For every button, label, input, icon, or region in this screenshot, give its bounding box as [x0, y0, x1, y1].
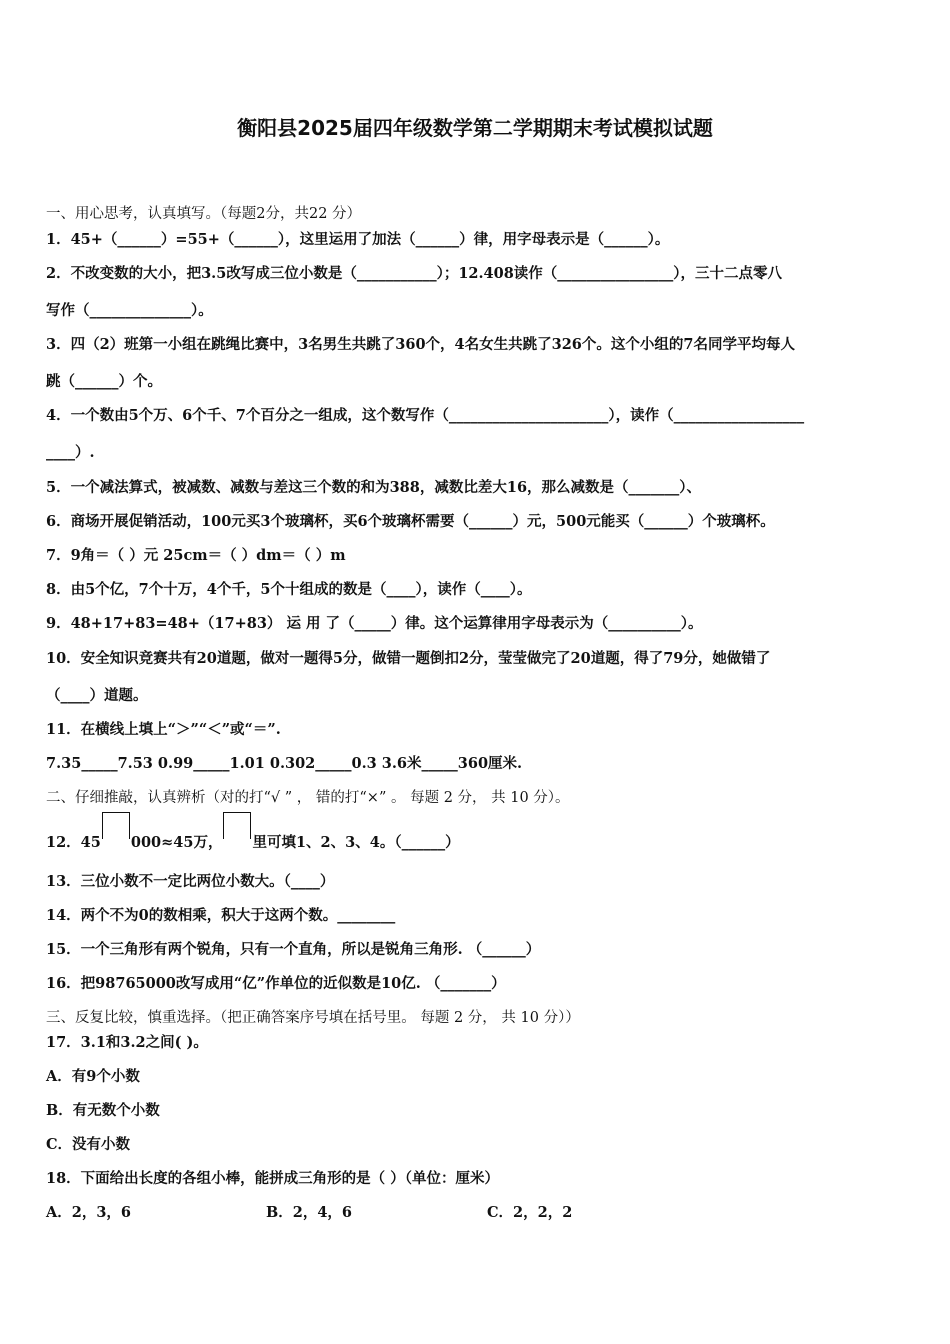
section-1-heading: 一、用心思考，认真填写。（每题2分，共22 分）: [46, 206, 362, 222]
question-17: 17．3.1和3.2之间( )。: [46, 1034, 208, 1051]
blank-box: [102, 812, 130, 839]
question-13: 13．三位小数不一定比两位小数大。（____）: [46, 873, 335, 890]
question-14: 14．两个不为0的数相乘，积大于这两个数。________: [46, 907, 396, 924]
section-3-heading: 三、反复比较，慎重选择。（把正确答案序号填在括号里。 每题 2 分， 共 10 分））: [46, 1010, 580, 1026]
question-8: 8．由5个亿，7个十万，4个千，5个十组成的数是（____），读作（____）。: [46, 581, 532, 598]
question-18-option-c: C．2，2，2: [487, 1204, 573, 1221]
question-12-prefix: 12．45: [46, 834, 101, 851]
question-2-line-1: 2．不改变数的大小，把3.5改写成三位小数是（___________）；12.408读作（________________），三十二点零八: [46, 265, 783, 282]
question-17-option-b: B．有无数个小数: [46, 1102, 160, 1119]
question-6: 6．商场开展促销活动，100元买3个玻璃杯，买6个玻璃杯需要（______）元，500元能买（______）个玻璃杯。: [46, 513, 775, 530]
question-12: [46, 822, 460, 852]
question-4-line-2: ____）.: [46, 444, 95, 461]
question-5: 5．一个减法算式，被减数、减数与差这三个数的和为388，减数比差大16，那么减数是（_______）、: [46, 479, 702, 496]
question-17-option-a: A．有9个小数: [46, 1068, 140, 1085]
question-3-line-1: 3．四（2）班第一小组在跳绳比赛中，3名男生共跳了360个，4名女生共跳了326个。这个小组的7名同学平均每人: [46, 336, 795, 353]
question-17-option-c: C．没有小数: [46, 1136, 131, 1153]
question-1: 1．45+（______）=55+（______），这里运用了加法（______）律，用字母表示是（______）。: [46, 231, 670, 248]
question-16: 16．把98765000改写成用“亿”作单位的近似数是10亿. （_______）: [46, 975, 506, 992]
question-18-option-a: A．2，3，6: [46, 1204, 132, 1221]
section-2-heading: 二、仔细推敲，认真辨析（对的打“√ ” ， 错的打“×” 。 每题 2 分， 共 10 分）。: [46, 790, 570, 806]
question-18: 18．下面给出长度的各组小棒，能拼成三角形的是（ ）（单位：厘米）: [46, 1170, 499, 1187]
question-3-line-2: 跳（______）个。: [46, 373, 162, 390]
question-11-line-2: 7.35_____7.53 0.99_____1.01 0.302_____0.3 3.6米_____360厘米.: [46, 755, 523, 772]
question-2-line-2: 写作（______________）。: [46, 302, 213, 319]
question-12-middle: 000≈45万，: [130, 834, 223, 851]
question-9: 9．48+17+83=48+（17+83） 运 用 了（_____）律。这个运算律用字母表示为（__________）。: [46, 615, 703, 632]
page-title: 衡阳县2025届四年级数学第二学期期末考试模拟试题: [237, 116, 713, 140]
question-7: 7．9角＝（ ）元 25cm＝（ ）dm＝（ ）m: [46, 547, 346, 564]
question-10-line-1: 10．安全知识竞赛共有20道题，做对一题得5分，做错一题倒扣2分，莹莹做完了20道题，得了79分，她做错了: [46, 650, 771, 667]
question-15: 15．一个三角形有两个锐角，只有一个直角，所以是锐角三角形. （______）: [46, 941, 541, 958]
question-18-option-b: B．2，4，6: [266, 1204, 353, 1221]
question-4-line-1: 4．一个数由5个万、6个千、7个百分之一组成，这个数写作（______________________），读作（__________________: [46, 407, 805, 424]
question-10-line-2: （____）道题。: [46, 687, 148, 704]
blank-box: [223, 812, 251, 839]
question-11-line-1: 11．在横线上填上“＞”“＜”或“＝”.: [46, 721, 281, 738]
question-12-suffix: 里可填1、2、3、4。（______）: [252, 834, 460, 851]
